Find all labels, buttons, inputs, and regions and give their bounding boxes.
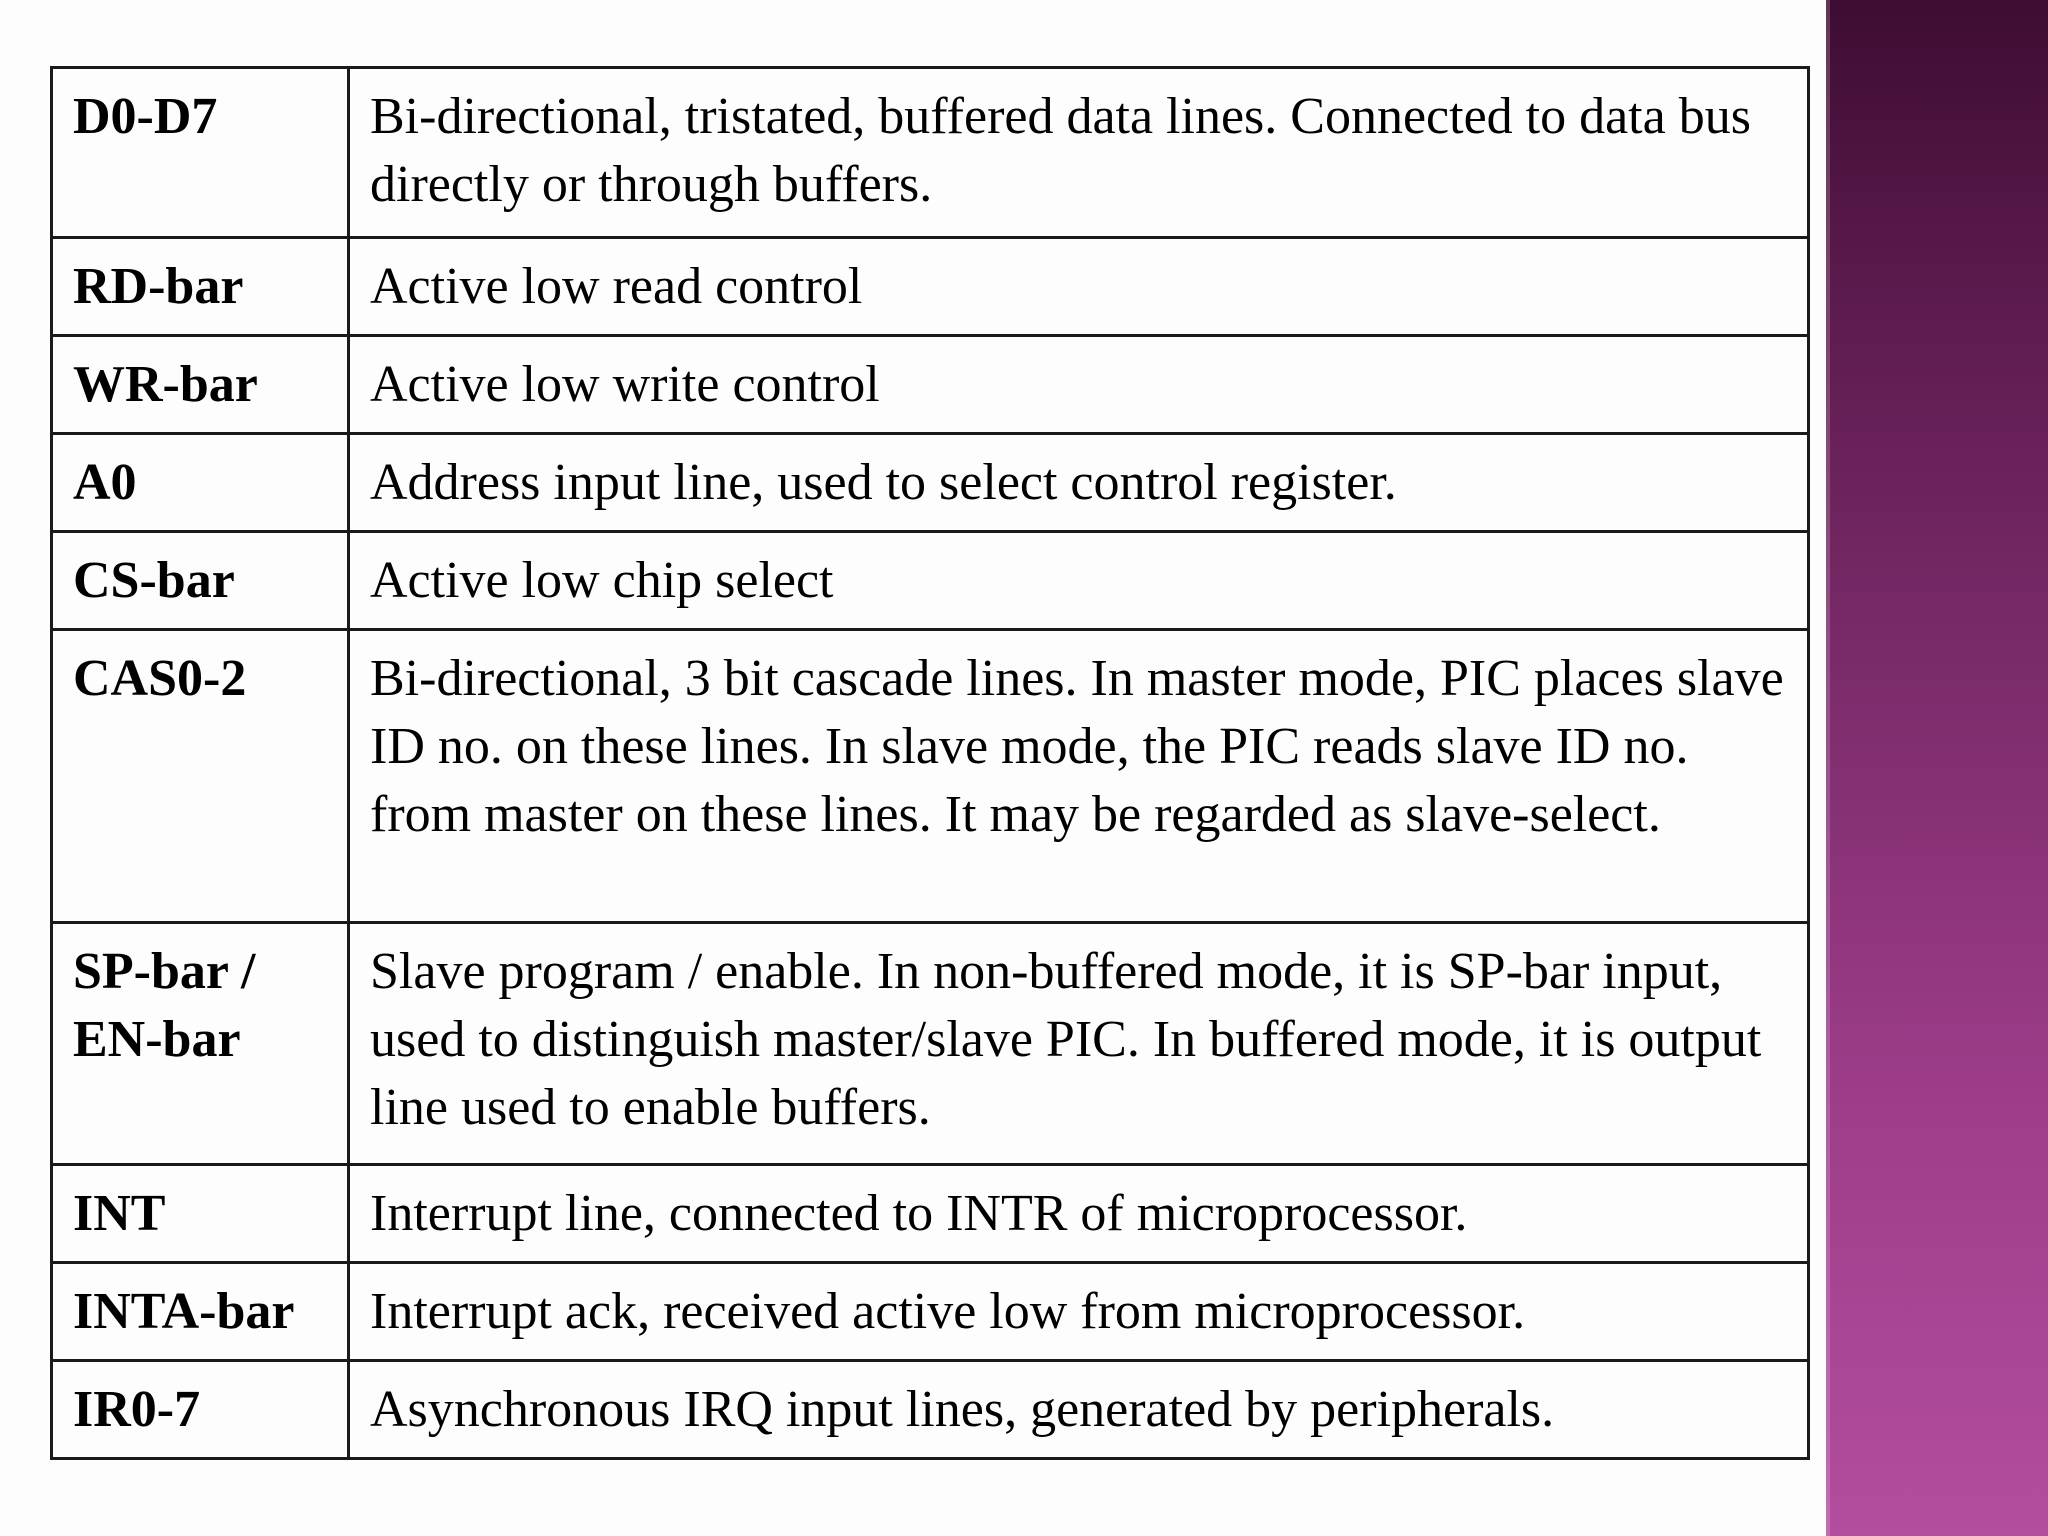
table-row bbox=[52, 532, 1809, 630]
table-row bbox=[52, 238, 1809, 336]
pin-description-cell: Asynchronous IRQ input lines, generated by peripherals. bbox=[349, 1361, 1809, 1459]
pin-description-cell: Bi-directional, 3 bit cascade lines. In master mode, PIC places slave ID no. on these lines. In slave mode, the PIC reads slave ID no. from master on these lines. It may be regarded as slave-select. bbox=[349, 630, 1809, 923]
table-row bbox=[52, 630, 1809, 923]
pin-name-cell: CAS0-2 bbox=[52, 630, 349, 923]
table-row bbox=[52, 1165, 1809, 1263]
table-row bbox=[52, 923, 1809, 1165]
table-row bbox=[52, 1263, 1809, 1361]
pin-description-cell: Active low read control bbox=[349, 238, 1809, 336]
pin-name-cell: A0 bbox=[52, 434, 349, 532]
pin-description-cell: Interrupt ack, received active low from microprocessor. bbox=[349, 1263, 1809, 1361]
pin-name-cell: CS-bar bbox=[52, 532, 349, 630]
table-row bbox=[52, 1361, 1809, 1459]
pin-name-cell: IR0-7 bbox=[52, 1361, 349, 1459]
pin-description-cell: Address input line, used to select control register. bbox=[349, 434, 1809, 532]
pin-name-cell: WR-bar bbox=[52, 336, 349, 434]
pin-description-cell: Bi-directional, tristated, buffered data lines. Connected to data bus directly or through buffers. bbox=[349, 68, 1809, 238]
pin-description-cell: Active low write control bbox=[349, 336, 1809, 434]
pin-name-cell: INTA-bar bbox=[52, 1263, 349, 1361]
decorative-side-band bbox=[1826, 0, 2048, 1536]
pin-description-cell: Interrupt line, connected to INTR of microprocessor. bbox=[349, 1165, 1809, 1263]
pin-name-cell: RD-bar bbox=[52, 238, 349, 336]
pin-description-cell: Slave program / enable. In non-buffered mode, it is SP-bar input, used to distinguish master/slave PIC. In buffered mode, it is output line used to enable buffers. bbox=[349, 923, 1809, 1165]
pin-name-cell: D0-D7 bbox=[52, 68, 349, 238]
table-row bbox=[52, 68, 1809, 238]
table-row bbox=[52, 434, 1809, 532]
pin-name-cell: INT bbox=[52, 1165, 349, 1263]
table-row bbox=[52, 336, 1809, 434]
pin-description-cell: Active low chip select bbox=[349, 532, 1809, 630]
pin-description-table bbox=[50, 66, 1810, 1460]
pin-name-cell: SP-bar / EN-bar bbox=[52, 923, 349, 1165]
